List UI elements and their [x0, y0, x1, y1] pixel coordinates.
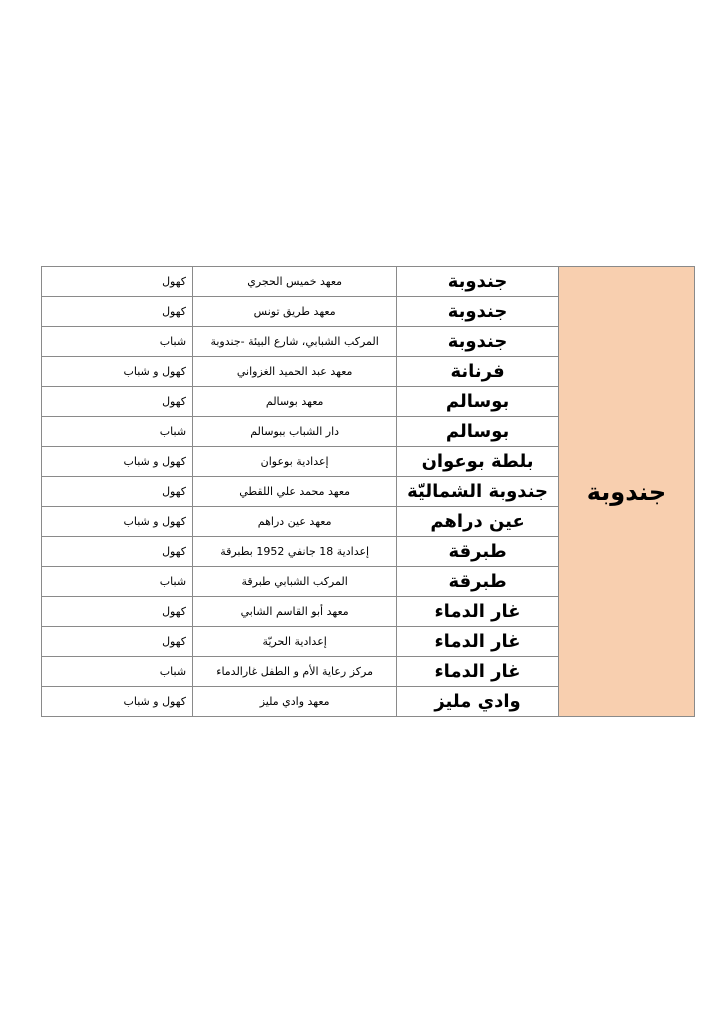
institution-cell: معهد أبو القاسم الشابي — [193, 597, 397, 627]
delegation-cell: جندوبة الشماليّة — [397, 477, 559, 507]
audience-cell: كهول — [42, 597, 193, 627]
audience-cell: كهول — [42, 387, 193, 417]
table-row — [42, 267, 695, 297]
audience-cell: كهول و شباب — [42, 687, 193, 717]
audience-cell: كهول — [42, 297, 193, 327]
delegation-cell: غار الدماء — [397, 627, 559, 657]
delegation-cell: غار الدماء — [397, 597, 559, 627]
delegation-cell: جندوبة — [397, 327, 559, 357]
audience-cell: كهول و شباب — [42, 507, 193, 537]
audience-cell: كهول و شباب — [42, 447, 193, 477]
delegation-cell: بوسالم — [397, 387, 559, 417]
delegation-cell: طبرقة — [397, 537, 559, 567]
institution-cell: إعدادية الحريّة — [193, 627, 397, 657]
institution-cell: المركب الشبابي، شارع البيئة -جندوبة — [193, 327, 397, 357]
institution-cell: مركز رعاية الأم و الطفل غارالدماء — [193, 657, 397, 687]
institution-cell: دار الشباب ببوسالم — [193, 417, 397, 447]
institution-cell: إعدادية بوعوان — [193, 447, 397, 477]
institution-cell: معهد محمد علي اللقطي — [193, 477, 397, 507]
delegation-cell: طبرقة — [397, 567, 559, 597]
institutions-table — [41, 266, 695, 717]
delegation-cell: جندوبة — [397, 297, 559, 327]
audience-cell: شباب — [42, 657, 193, 687]
delegation-cell: غار الدماء — [397, 657, 559, 687]
delegation-cell: بوسالم — [397, 417, 559, 447]
audience-cell: شباب — [42, 567, 193, 597]
audience-cell: شباب — [42, 327, 193, 357]
delegation-cell: وادي مليز — [397, 687, 559, 717]
audience-cell: كهول و شباب — [42, 357, 193, 387]
institution-cell: معهد بوسالم — [193, 387, 397, 417]
audience-cell: شباب — [42, 417, 193, 447]
governorate-cell: جندوبة — [558, 267, 694, 717]
audience-cell: كهول — [42, 477, 193, 507]
audience-cell: كهول — [42, 627, 193, 657]
institution-cell: معهد وادي مليز — [193, 687, 397, 717]
institution-cell: معهد عين دراهم — [193, 507, 397, 537]
delegation-cell: بلطة بوعوان — [397, 447, 559, 477]
delegation-cell: جندوبة — [397, 267, 559, 297]
institution-cell: إعدادية 18 جانفي 1952 بطبرقة — [193, 537, 397, 567]
institution-cell: معهد خميس الحجري — [193, 267, 397, 297]
delegation-cell: فرنانة — [397, 357, 559, 387]
audience-cell: كهول — [42, 537, 193, 567]
delegation-cell: عين دراهم — [397, 507, 559, 537]
table-body — [42, 267, 695, 717]
institution-cell: المركب الشبابي طبرقة — [193, 567, 397, 597]
institution-cell: معهد طريق تونس — [193, 297, 397, 327]
institution-cell: معهد عبد الحميد الغزواني — [193, 357, 397, 387]
audience-cell: كهول — [42, 267, 193, 297]
